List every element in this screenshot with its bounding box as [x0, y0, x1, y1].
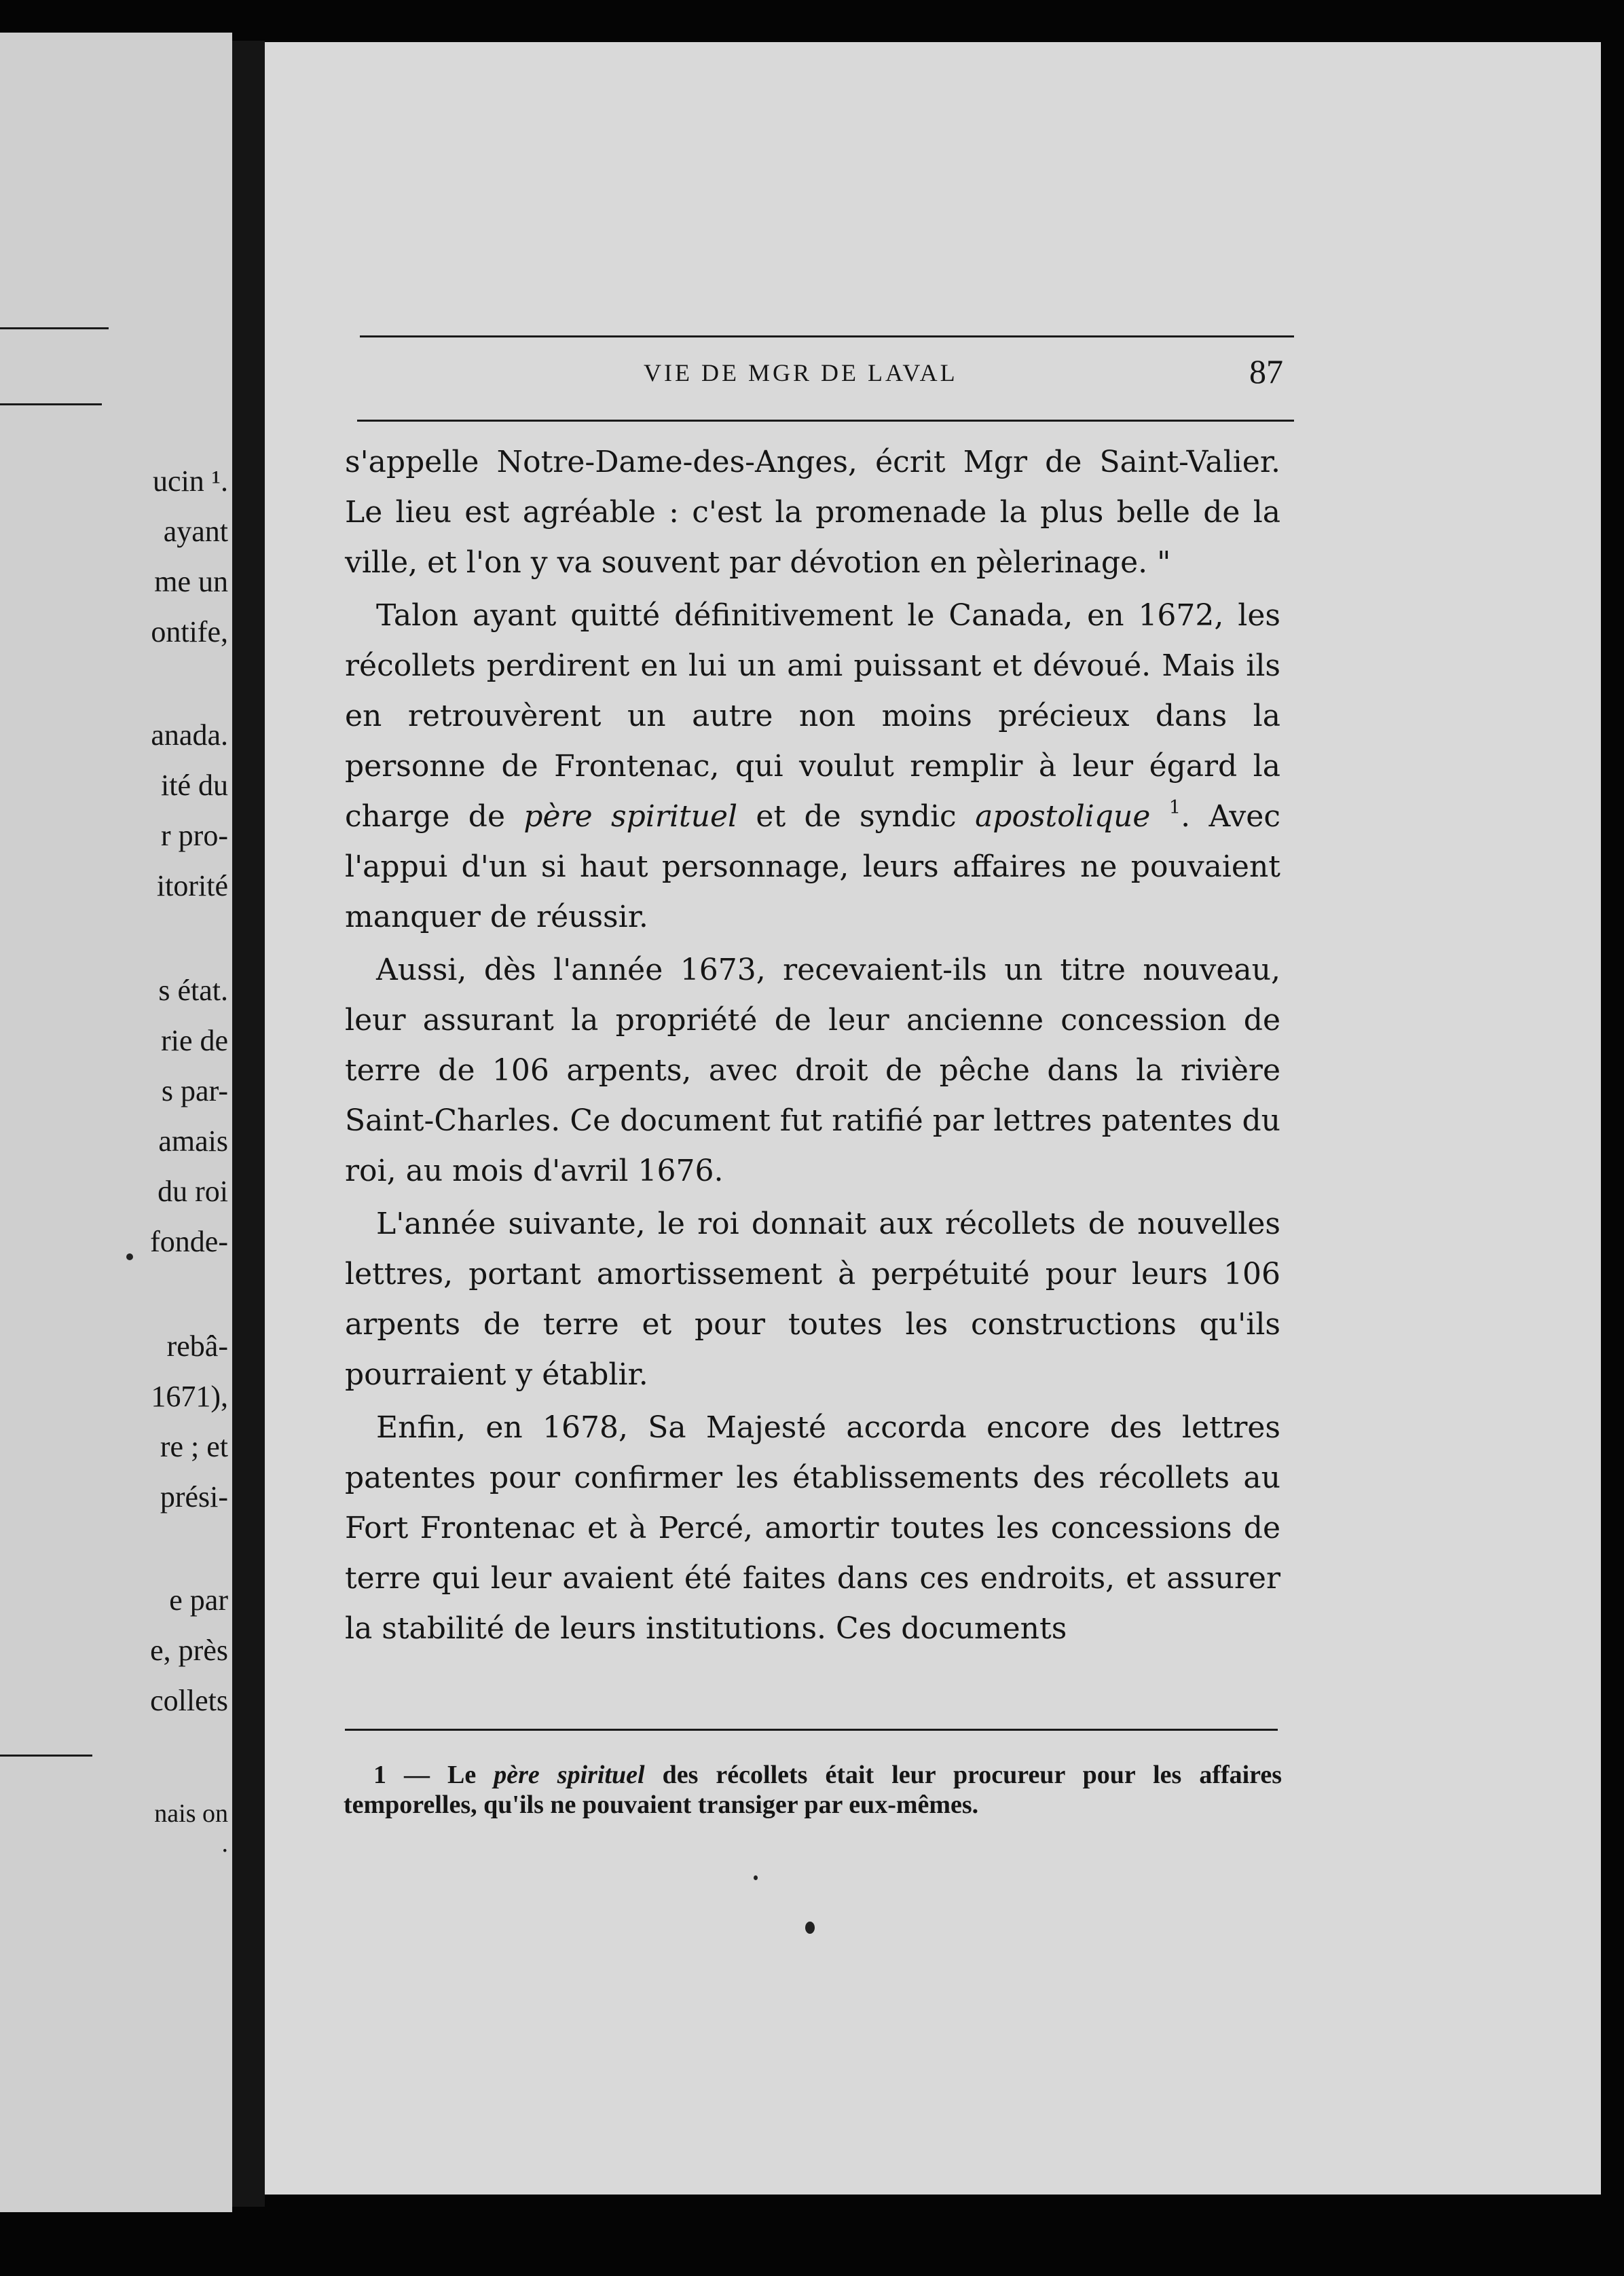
facing-page-line: ucin ¹.	[153, 464, 228, 498]
paragraph	[345, 591, 1280, 942]
facing-page-line: rebâ-	[166, 1329, 228, 1363]
facing-page-line: me un	[154, 565, 228, 598]
facing-page-line: e, près	[150, 1634, 228, 1667]
facing-page-line: re ; et	[160, 1430, 228, 1463]
facing-page-line: ayant	[163, 515, 228, 548]
facing-page-line: ité du	[161, 769, 228, 802]
paragraph: Enfin, en 1678, Sa Majesté accorda encore des lettres patentes pour confirmer les établissements des récollets au Fort Frontenac et à Percé, amortir toutes les concessions de terre qui leur avaient été faites dans ces endroits, et assurer la stabilité de leurs institutions. Ces documents	[345, 1410, 1280, 1646]
facing-page-line: .	[221, 1829, 228, 1858]
page-number: 87	[1249, 352, 1283, 390]
facing-page-rule-top	[0, 327, 109, 329]
facing-page-line: anada.	[151, 718, 228, 752]
facing-page-line: s état.	[158, 974, 228, 1007]
binding-gutter	[232, 41, 265, 2207]
facing-page-line: nais on	[154, 1799, 228, 1828]
facing-page-fragment	[0, 33, 232, 2212]
body-text	[345, 437, 1280, 1654]
facing-page-line: s par-	[161, 1074, 228, 1107]
facing-page-line: prési-	[160, 1480, 228, 1513]
ink-speck	[754, 1875, 758, 1880]
footnote-italic: père spirituel	[494, 1761, 645, 1789]
ink-speck	[805, 1922, 815, 1934]
footnote-text: des récollets était leur procureur pour les affaires temporelles, qu'ils ne pouvaient transiger par eux-mêmes.	[344, 1761, 1282, 1819]
italic-text: apostolique	[975, 799, 1151, 834]
text-run: et de syndic	[756, 799, 957, 834]
paragraph: Aussi, dès l'année 1673, recevaient-ils un titre nouveau, leur assurant la propriété de leur ancienne concession de terre de 106 arpents, avec droit de pêche dans la rivière Saint-Charles. Ce document fut ratifié par lettres patentes du roi, au mois d'avril 1676.	[345, 953, 1280, 1188]
facing-page-line: collets	[150, 1684, 228, 1717]
facing-page-line: ontife,	[151, 615, 228, 648]
facing-page-line: rie de	[161, 1024, 228, 1057]
paragraph: L'année suivante, le roi donnait aux récollets de nouvelles lettres, portant amortissement à perpétuité pour leurs 106 arpents de terre et pour toutes les constructions qu'ils pourraient y établir.	[345, 1207, 1280, 1392]
facing-page-line: du roi	[158, 1175, 228, 1208]
facing-page-line: r pro-	[161, 819, 228, 852]
running-header-title: VIE DE MGR DE LAVAL	[644, 359, 958, 386]
facing-page-line: 1671),	[151, 1380, 228, 1413]
ink-speck	[126, 1253, 133, 1260]
footnote-reference: 1	[1168, 796, 1181, 818]
header-rule-bottom	[357, 420, 1294, 422]
facing-page-line: e par	[169, 1583, 228, 1617]
facing-page-line: itorité	[156, 869, 228, 902]
text-run: . Avec l'appui d'un si haut personnage, leurs affaires ne pouvaient manquer de réussir.	[345, 799, 1280, 934]
facing-page-rule-header	[0, 403, 102, 405]
paragraph: s'appelle Notre-Dame-des-Anges, écrit Mgr de Saint-Valier. Le lieu est agréable : c'est la promenade la plus belle de la ville, et l'on y va souvent par dévotion en pèlerinage. "	[345, 445, 1280, 580]
facing-page-rule-footnote	[0, 1755, 92, 1757]
facing-page-line: fonde-	[150, 1225, 228, 1258]
text-run: Talon ayant quitté définitivement le Canada, en 1672, les récollets perdirent en lui un ami puissant et dévoué. Mais ils en retrouvèrent un autre non moins précieux dans la personne de Frontenac, qui voulut remplir à leur égard la charge de	[345, 598, 1280, 834]
footnote-marker: 1 — Le	[373, 1761, 477, 1789]
footnote	[344, 1760, 1282, 1820]
footnote-rule	[345, 1729, 1278, 1731]
italic-text: père spirituel	[523, 799, 738, 834]
facing-page-line: amais	[158, 1124, 228, 1158]
header-rule-top	[360, 335, 1294, 337]
